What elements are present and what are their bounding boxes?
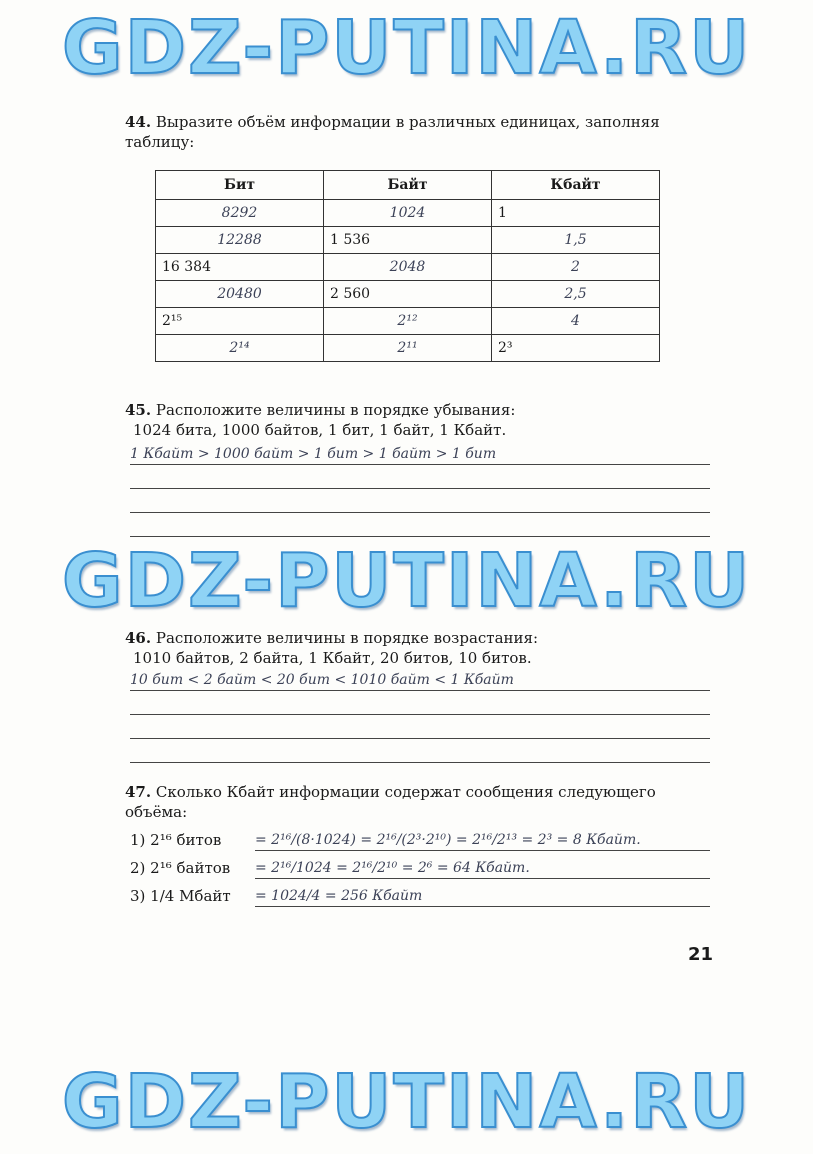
table-cell: 2¹⁵ [156,308,324,335]
table-header-row [156,171,660,200]
units-table [155,170,660,362]
table-cell: 20480 [156,281,324,308]
table-row [156,227,660,254]
question-text: Выразите объём информации в различных единицах, заполняя таблицу: [125,113,660,151]
table-cell: 2048 [324,254,492,281]
item-answer: = 2¹⁶/1024 = 2¹⁶/2¹⁰ = 2⁶ = 64 Кбайт. [255,858,710,879]
header-byte: Байт [324,171,492,200]
table-cell: 2¹⁴ [156,335,324,362]
answer-line [130,490,710,513]
table-row [156,335,660,362]
watermark: GDZ-PUTINA.RU [61,1059,752,1145]
table-cell: 16 384 [156,254,324,281]
question-text: Сколько Кбайт информации содержат сообщения следующего объёма: [125,783,656,821]
item-label: 2) 2¹⁶ байтов [130,859,231,877]
table-row [156,308,660,335]
question-47 [125,782,715,822]
question-44 [125,112,715,152]
question-text: Расположите величины в порядке возрастания: [155,629,539,647]
question-45 [125,400,715,440]
table-cell: 2 560 [324,281,492,308]
answer-line [130,692,710,715]
table-cell: 12288 [156,227,324,254]
question-46 [125,628,715,668]
table-row [156,200,660,227]
question-number: 47. [125,783,152,801]
answer-line [130,514,710,537]
table-cell: 2¹² [324,308,492,335]
table-cell: 1024 [324,200,492,227]
table-cell: 2³ [492,335,660,362]
table-cell: 8292 [156,200,324,227]
question-items: 1010 байтов, 2 байта, 1 Кбайт, 20 битов, 10 битов. [133,649,532,667]
table-cell: 1,5 [492,227,660,254]
table-cell: 2 [492,254,660,281]
question-number: 44. [125,113,152,131]
handwritten-answer: 1 Кбайт > 1000 байт > 1 бит > 1 байт > 1 бит [130,446,497,462]
watermark: GDZ-PUTINA.RU [61,5,752,91]
table-cell: 1 536 [324,227,492,254]
header-bit: Бит [156,171,324,200]
table-cell: 2¹¹ [324,335,492,362]
table-cell: 4 [492,308,660,335]
header-kbyte: Кбайт [492,171,660,200]
question-items: 1024 бита, 1000 байтов, 1 бит, 1 байт, 1 Кбайт. [133,421,507,439]
item-label: 1) 2¹⁶ битов [130,831,222,849]
table-row [156,254,660,281]
answer-line [130,442,710,465]
item-answer: = 2¹⁶/(8·1024) = 2¹⁶/(2³·2¹⁰) = 2¹⁶/2¹³ = 2³ = 8 Кбайт. [255,830,710,851]
table-cell: 1 [492,200,660,227]
question-number: 45. [125,401,152,419]
answer-line [130,740,710,763]
question-number: 46. [125,629,152,647]
answer-line [130,716,710,739]
question-text: Расположите величины в порядке убывания: [155,401,516,419]
table-row [156,281,660,308]
answer-line [130,466,710,489]
table-cell: 2,5 [492,281,660,308]
item-answer: = 1024/4 = 256 Кбайт [255,886,710,907]
page-number: 21 [688,944,714,965]
item-label: 3) 1/4 Мбайт [130,887,231,905]
watermark: GDZ-PUTINA.RU [61,538,752,624]
answer-line [130,668,710,691]
handwritten-answer: 10 бит < 2 байт < 20 бит < 1010 байт < 1 Кбайт [130,672,514,688]
